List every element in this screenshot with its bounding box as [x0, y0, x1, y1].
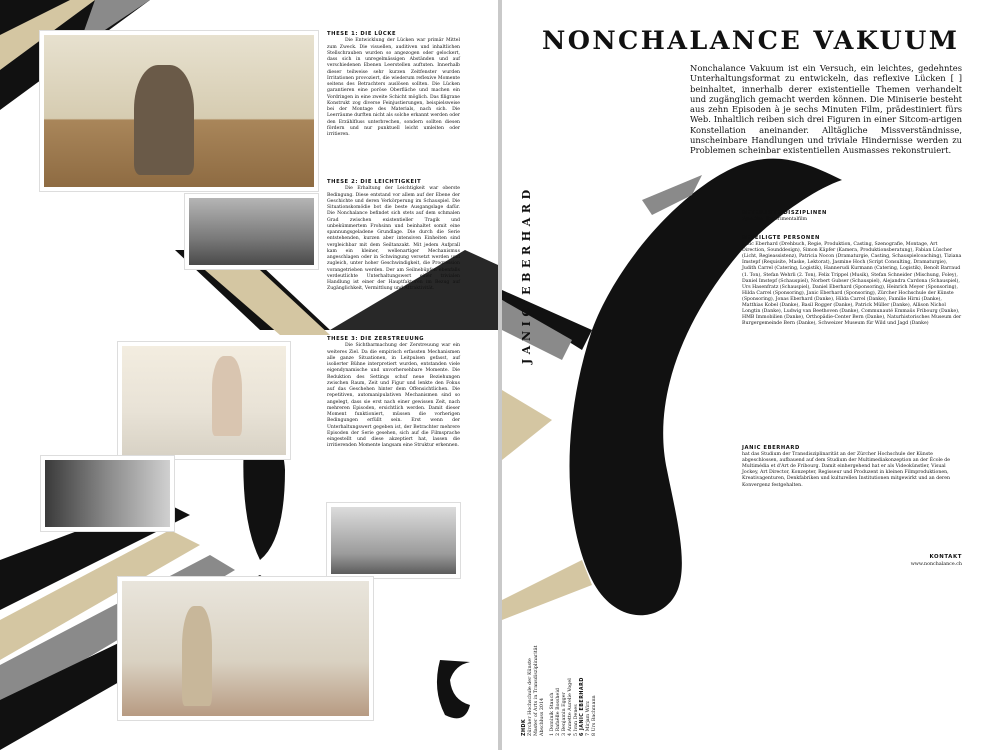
page-title: NONCHALANCE VAKUUM: [542, 26, 960, 56]
author-name-vertical: JANIC EBERHARD: [520, 185, 533, 364]
thesis-1-heading: THESE 1: DIE LÜCKE: [327, 31, 397, 37]
disciplines-heading: BETEILIGTE DISZIPLINEN: [742, 210, 827, 216]
bio-heading: JANIC EBERHARD: [742, 445, 800, 451]
thesis-3: [327, 336, 460, 455]
colophon-line2: Master of Arts in Transdisziplinarität: [534, 645, 539, 736]
photo-classroom: [185, 194, 318, 269]
photo-man-bathtub: [118, 342, 290, 459]
photo-man-rug: [118, 577, 373, 720]
thesis-2: [327, 179, 460, 298]
colophon-name: 7 Mirjam Wirz: [586, 701, 591, 736]
thesis-1: [327, 31, 460, 143]
contact-block: [832, 553, 962, 569]
right-page: [502, 0, 1000, 750]
colophon-name: 3 Benjamin Egger: [562, 692, 567, 736]
thesis-2-body: Die Erhaltung der Leichtigkeit war oberste Bedingung. Diese entstand vor allem auf der Ebene der Geschichte und deren Verkörperung im Schauspiel. Die Situationskomödie bot die beste Ausgangslage dafür. Die Nonchalance befindet sich stets auf dem schmalen Grad zwischen existentieller Tragik und unbekümmertem Frohsinn und beinhaltet somit eine spannungsgeladene Grundlage. Die durch die Serie entstehenden, kurzen aber intensiven Einheiten sind vergleichbar mit dem Seiltanzakt. Mit jedem Aufprall kam ein kleiner, wellenartiger Mechanismus angeschlagen oder in Schwingung versetzt werden und zugleich, unter hoher Geschwindigkeit, die Progression vorangetrieben werden. Der am Seilnebüpfen ebenfalls verdeutlichte Unterhaltungswert einer trivialen Handlung ist einer der Hauptfaktoren im Bezug auf Zugänglichkeit, Vermittlung und Attraktivität.: [327, 186, 460, 292]
thesis-1-body: Die Entwicklung der Lücken war primär Mittel zum Zweck. Die visuellen, auditiven und inhaltlichen Stellschrauben wurden so angezogen oder gelockert, dass sich in unregelmässigen Abständen und auf verschiedenen Ebenen Leerstellen auftuten. Innerhalb dieser teilweise sehr kurzen Zeitfenster wurden Irritationen provoziert, die wiederum reflexive Momente seitens des Betrachters auslösen sollten. Die Lücken garantieren eine poröse Oberfläche und machen ein Vordringen in eine zweite Schicht möglich. Das filigrane Konstrukt zog diverse Feinjustierungen, beispielsweise bei der Montage des Materials, nach sich. Die Leerräume durften nicht als solche erkannt werden oder den Erzählfluss unterbrechen, sondern sollten diesen fördern und nur punktuell leicht umleiten oder irritieren.: [327, 38, 460, 137]
colophon-name: 4 Annette Aurelie Vogel: [568, 678, 573, 736]
colophon-name: 2 Rafaëlle Bossheid: [556, 688, 561, 736]
colophon-name: 1 Dominik Stauch: [550, 692, 555, 736]
thesis-2-heading: THESE 2: DIE LEICHTIGKEIT: [327, 179, 422, 185]
colophon-name: 5 Ivan Denes: [574, 704, 579, 736]
disciplines-text: Spielfilm, Experimentalfilm: [742, 217, 808, 223]
colophon-name: 8 Urs Bachmann: [592, 695, 597, 736]
contact-url[interactable]: www.nonchalance.ch: [910, 562, 962, 567]
bio-text: hat das Studium der Transdisziplinarität an der Zürcher Hochschule der Künste abgeschlossen, aufbauend auf dem Studium der Multimediakonzeption an der École de Multimédia et d'Art de Fribourg. Damit einhergehend hat er als Videokünstler, Visual Jockey, Art Director, Konzepter, Regisseur und Produzent in kleinen Filmproduktionen, Kreativagenturen, Denkfabriken und kulturellen Institutionen mitgewirkt und an deren Konvergenz festgehalten.: [742, 452, 951, 488]
photo-woman-cleaning: [40, 31, 318, 191]
contact-heading: KONTAKT: [929, 554, 962, 560]
colophon: [522, 596, 598, 736]
thesis-3-heading: THESE 3: DIE ZERSTREUUNG: [327, 336, 425, 342]
colophon-school: ZHDK: [522, 718, 527, 736]
photo-camera-crew: [327, 503, 460, 578]
people-text: Janic Eberhard (Drehbuch, Regie, Produktion, Casting, Szenografie, Montage, Art Direction, Sounddesign), Simon Käpfer (Kamera, Produktionsberatung), Fabian Lüscher (Licht, Regieassistenz), Patricia Nocon (Dramaturgie, Casting, Schauspielcoaching), Tiziana Imstepf (Requisite, Maske, Lektorat), Jasmine Hoch (Script Consulting, Dramaturgie), Judith Carrel (Catering, Logistik), Hannerudi Kurmann (Catering, Logistik), Benoît Barraud (1. Ton), Stefan Wehrli (2. Ton), Felix Trippel (Musik), Stefan Schneider (Mischung, Foley), Daniel Imstepf (Schauspiel), Norbert Gubser (Schauspiel), Alejandra Cardona (Schauspiel), Urs Hasenfratz (Schauspiel), Daniel Eberhard (Sponsoring), Heinrich Meyer (Sponsoring), Hilda Carrel (Sponsoring), Janic Eberhard (Sponsoring), Zürcher Hochschule der Künste (Sponsoring), Jonas Eberhard (Danke), Hilda Carrel (Danke), Familie Hirni (Danke), Matthias Kobel (Danke), Basil Rogger (Danke), Patrick Müller (Danke), Allison Nichol Longtin (Danke), Ludwig van Beethoven (Danke), Communauté Emmaüs Fribourg (Danke), HMB Immobilien (Danke), Orthopädie-Center Bern (Danke), Naturhistorisches Museum der Burgergemeinde Bern (Danke), Schweizer Museum für Wild und Jagd (Danke): [742, 242, 962, 327]
left-page: [0, 0, 498, 750]
thesis-3-body: Die Sichtbarmachung der Zerstreuung war ein weiteres Ziel. Da die empirisch erfassten Mechanismen alle ganze Situationen, in Leitpulsen gefasst, auf isolierter Bühne interpretiert wurden, entstanden viele eigendynamische und unvorhersehbare Momente. Die Reduktion des Settings schuf neue Beziehungen zwischen Raum, Zeit und Figur und lenkte den Fokus auf das Geschehen hinter dem Offensichtlichen. Die repetitiven, automanipulativen Mechanismen sind so angelegt, dass sie erst nach einer gewissen Zeit, nach mehreren Episoden, ersichtlich werden. Damit dieser Moment funktioniert, müssen die vorherigen Bedingungen erfüllt sein. Erst wenn der Unterhaltungswert gegeben ist, der Betrachter mehrere Episoden der Serie gesehen, sich auf die Filmsprache eingestellt und diese akzeptiert hat, lassen die irritierenden Momente langsam eine Struktur erkennen.: [327, 343, 460, 449]
people-heading: BETEILIGTE PERSONEN: [742, 235, 820, 241]
colophon-line3: Abschluss 2014: [540, 697, 545, 736]
intro-text: Nonchalance Vakuum ist ein Versuch, ein leichtes, gedehntes Unterhaltungsformat zu entwickeln, das reflexive Lücken [ ] beinhaltet, innerhalb derer existentielle Themen verhandelt und zugänglich gemacht werden können. Die Miniserie besteht aus zehn Episoden à je sechs Minuten Film, prädestiniert fürs Web. Inhaltlich reiben sich drei Figuren in einer Sitcom-artigen Konstellation aneinander. Alltägliche Missverständnisse, unscheinbare Handlungen und triviale Hindernisse werden zu Problemen scheinbar existentiellen Ausmasses rekonstruiert.: [690, 63, 962, 156]
disciplines-block: [742, 210, 962, 223]
colophon-name-highlight: 6 JANIC EBERHARD: [580, 677, 585, 736]
bio-block: [742, 445, 962, 489]
people-block: [742, 235, 962, 327]
photo-film-set: [41, 456, 174, 531]
colophon-line1: Zürcher Hochschule der Künste: [528, 658, 533, 736]
